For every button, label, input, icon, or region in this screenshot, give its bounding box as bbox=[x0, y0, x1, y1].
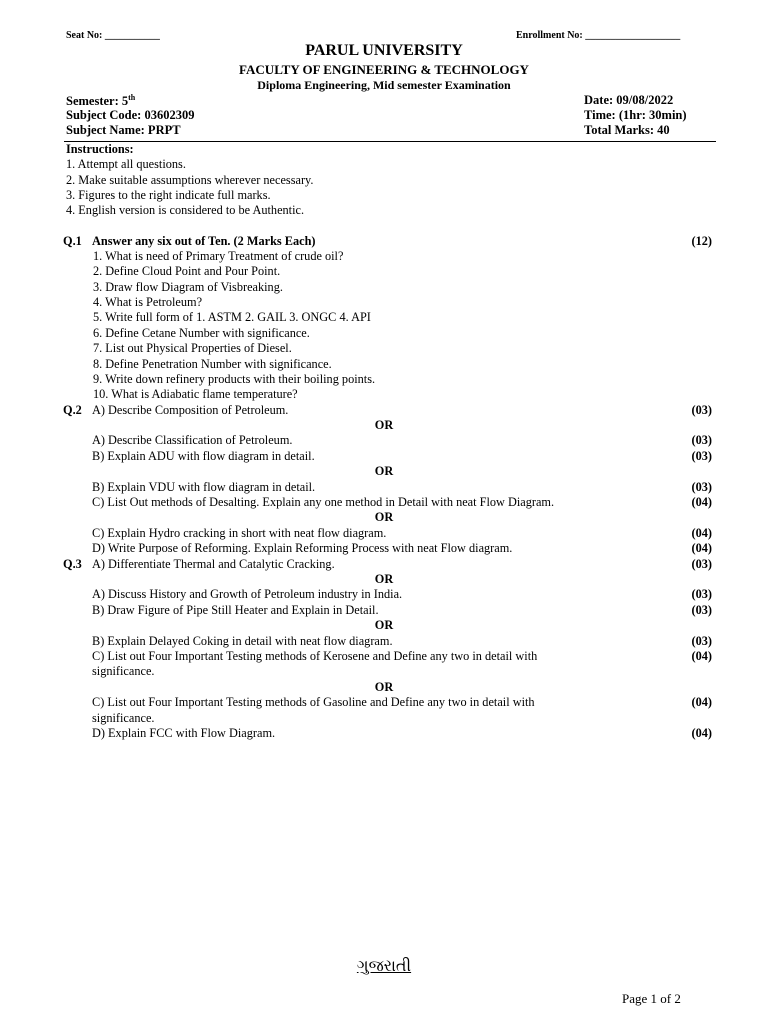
or-separator: OR bbox=[374, 510, 394, 524]
instructions-heading: Instructions: bbox=[66, 142, 134, 156]
q2-part-b-alt: B) Explain VDU with flow diagram in detail. bbox=[92, 480, 316, 494]
q3-part-b-marks: (03) bbox=[691, 603, 712, 617]
q2-part-a-marks: (03) bbox=[691, 403, 712, 417]
semester-superscript: th bbox=[128, 93, 136, 102]
university-title: PARUL UNIVERSITY bbox=[305, 42, 463, 59]
q3-part-b-alt: B) Explain Delayed Coking in detail with neat flow diagram. bbox=[92, 634, 393, 648]
q2-number: Q.2 bbox=[63, 403, 82, 417]
q3-part-d: D) Explain FCC with Flow Diagram. bbox=[92, 726, 276, 740]
q3-part-a-alt-marks: (03) bbox=[691, 587, 712, 601]
header-divider bbox=[64, 141, 716, 142]
q3-part-c-alt-line1: C) List out Four Important Testing methods of Gasoline and Define any two in detail with bbox=[92, 695, 535, 709]
total-marks: Total Marks: 40 bbox=[584, 123, 670, 137]
subject-code: Subject Code: 03602309 bbox=[66, 108, 195, 122]
q1-item: 3. Draw flow Diagram of Visbreaking. bbox=[93, 280, 283, 294]
faculty-title: FACULTY OF ENGINEERING & TECHNOLOGY bbox=[239, 62, 529, 77]
or-separator: OR bbox=[374, 464, 394, 478]
instruction-item: 1. Attempt all questions. bbox=[66, 157, 186, 171]
q1-number: Q.1 bbox=[63, 234, 82, 248]
q1-item: 1. What is need of Primary Treatment of crude oil? bbox=[93, 249, 344, 263]
exam-date: Date: 09/08/2022 bbox=[584, 93, 674, 107]
instruction-item: 2. Make suitable assumptions wherever necessary. bbox=[66, 173, 314, 187]
instruction-item: 3. Figures to the right indicate full marks. bbox=[66, 188, 271, 202]
q2-part-c-marks: (04) bbox=[691, 495, 712, 509]
q2-part-d: D) Write Purpose of Reforming. Explain Reforming Process with neat Flow diagram. bbox=[92, 541, 513, 555]
q2-part-b: B) Explain ADU with flow diagram in detail. bbox=[92, 449, 315, 463]
q3-part-b: B) Draw Figure of Pipe Still Heater and Explain in Detail. bbox=[92, 603, 379, 617]
q3-part-a-marks: (03) bbox=[691, 557, 712, 571]
exam-time: Time: (1hr: 30min) bbox=[584, 108, 687, 122]
q1-marks: (12) bbox=[691, 234, 712, 248]
q2-part-a-alt: A) Describe Classification of Petroleum. bbox=[92, 433, 293, 447]
q3-part-c-alt-marks: (04) bbox=[691, 695, 712, 709]
instruction-item: 4. English version is considered to be Authentic. bbox=[66, 203, 305, 217]
q1-item: 9. Write down refinery products with their boiling points. bbox=[93, 372, 376, 386]
q3-part-c-line1: C) List out Four Important Testing methods of Kerosene and Define any two in detail with bbox=[92, 649, 538, 663]
q3-part-b-alt-marks: (03) bbox=[691, 634, 712, 648]
q3-part-a: A) Differentiate Thermal and Catalytic Cracking. bbox=[92, 557, 335, 571]
q2-part-c: C) List Out methods of Desalting. Explain any one method in Detail with neat Flow Diagram. bbox=[92, 495, 555, 509]
or-separator: OR bbox=[374, 418, 394, 432]
q1-item: 5. Write full form of 1. ASTM 2. GAIL 3. ONGC 4. API bbox=[93, 310, 371, 324]
q2-part-b-marks: (03) bbox=[691, 449, 712, 463]
q3-number: Q.3 bbox=[63, 557, 82, 571]
q2-part-c-alt: C) Explain Hydro cracking in short with neat flow diagram. bbox=[92, 526, 387, 540]
q3-part-a-alt: A) Discuss History and Growth of Petroleum industry in India. bbox=[92, 587, 403, 601]
q1-item: 8. Define Penetration Number with significance. bbox=[93, 357, 332, 371]
q3-part-c-marks: (04) bbox=[691, 649, 712, 663]
page-number: Page 1 of 2 bbox=[622, 991, 681, 1006]
q3-part-d-marks: (04) bbox=[691, 726, 712, 740]
q1-item: 10. What is Adiabatic flame temperature? bbox=[93, 387, 298, 401]
or-separator: OR bbox=[374, 680, 394, 694]
q1-item: 4. What is Petroleum? bbox=[93, 295, 203, 309]
or-separator: OR bbox=[374, 618, 394, 632]
subject-name: Subject Name: PRPT bbox=[66, 123, 181, 137]
q2-part-a: A) Describe Composition of Petroleum. bbox=[92, 403, 289, 417]
q1-item: 7. List out Physical Properties of Diesel. bbox=[93, 341, 292, 355]
q1-item: 2. Define Cloud Point and Pour Point. bbox=[93, 264, 281, 278]
q2-part-c-alt-marks: (04) bbox=[691, 526, 712, 540]
q2-part-a-alt-marks: (03) bbox=[691, 433, 712, 447]
q3-part-c-line2: significance. bbox=[92, 664, 155, 678]
exam-title: Diploma Engineering, Mid semester Examination bbox=[257, 78, 511, 92]
semester-label: Semester: 5th bbox=[66, 93, 136, 109]
q1-item: 6. Define Cetane Number with significance. bbox=[93, 326, 310, 340]
q2-part-d-marks: (04) bbox=[691, 541, 712, 555]
enrollment-no-field: Enrollment No: ___________________ bbox=[516, 30, 681, 41]
q3-part-c-alt-line2: significance. bbox=[92, 711, 155, 725]
or-separator: OR bbox=[374, 572, 394, 586]
gujarati-version-link[interactable]: ગુજરાતી bbox=[356, 958, 412, 975]
q1-title: Answer any six out of Ten. (2 Marks Each) bbox=[92, 234, 316, 248]
q2-part-b-alt-marks: (03) bbox=[691, 480, 712, 494]
seat-no-field: Seat No: ___________ bbox=[66, 30, 160, 41]
